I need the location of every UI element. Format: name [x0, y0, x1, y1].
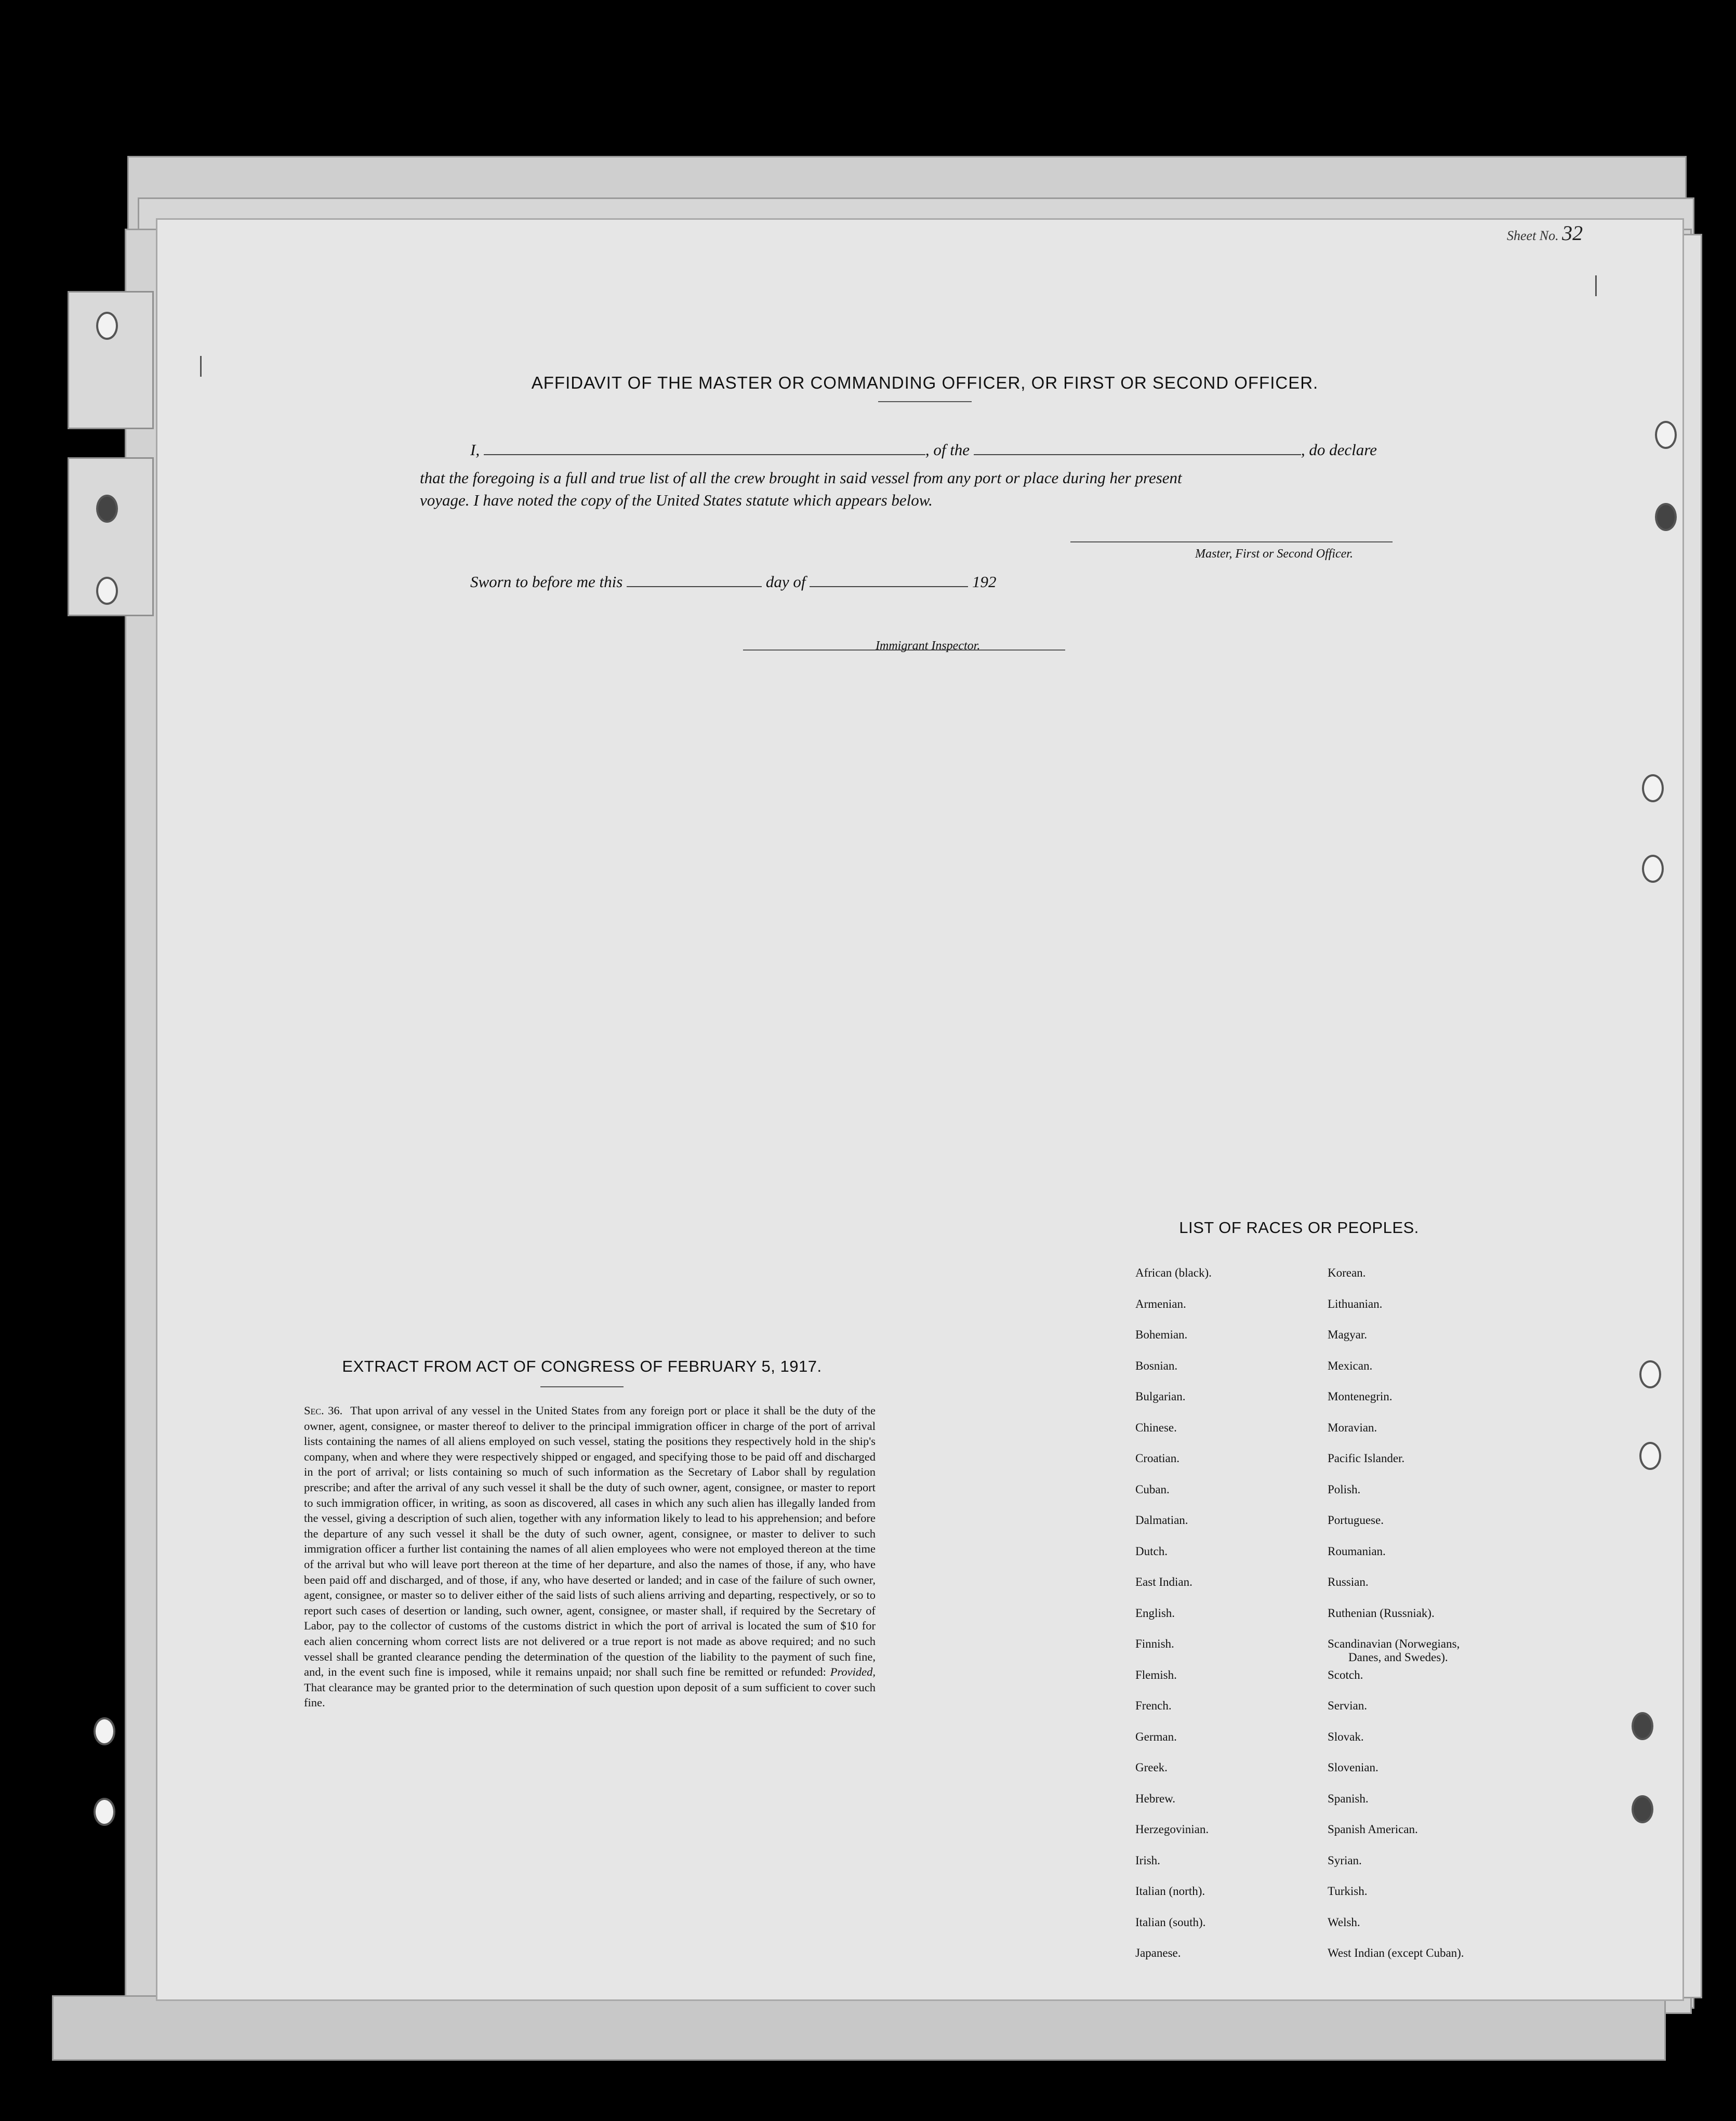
race-item: Turkish.	[1328, 1885, 1368, 1898]
race-item: Syrian.	[1328, 1853, 1362, 1867]
section-text-end: That clearance may be granted prior to the determination of such question upon deposit of a sum sufficient to cover such fine.	[304, 1680, 876, 1709]
race-item: Polish.	[1328, 1482, 1361, 1496]
extract-body	[304, 1403, 876, 1711]
race-item: Scotch.	[1328, 1668, 1363, 1681]
race-item: Russian.	[1328, 1575, 1369, 1588]
race-item: Italian (north).	[1135, 1885, 1205, 1898]
race-item: Herzegovinian.	[1135, 1823, 1209, 1836]
race-item: Montenegrin.	[1328, 1390, 1393, 1403]
race-item: Slovenian.	[1328, 1761, 1379, 1774]
races-column-2	[1328, 1266, 1464, 1978]
race-item: Korean.	[1328, 1266, 1366, 1279]
race-item: Hebrew.	[1135, 1792, 1176, 1805]
race-item: Chinese.	[1135, 1421, 1177, 1434]
affidavit-line-1	[470, 441, 1377, 459]
race-item: German.	[1135, 1730, 1177, 1743]
sworn-month-field[interactable]	[810, 586, 968, 587]
race-item: Moravian.	[1328, 1421, 1377, 1434]
race-item: Welsh.	[1328, 1915, 1360, 1929]
sworn-prefix: Sworn to before me this	[470, 573, 623, 591]
affidavit-of-the: , of the	[925, 441, 970, 459]
race-item: Pacific Islander.	[1328, 1452, 1405, 1465]
race-item: Mexican.	[1328, 1359, 1373, 1372]
race-item: Bohemian.	[1135, 1328, 1188, 1341]
sworn-year: 192	[972, 573, 997, 591]
race-item: Dalmatian.	[1135, 1514, 1188, 1527]
race-item: Bosnian.	[1135, 1359, 1178, 1372]
affidavit-i: I,	[470, 441, 480, 459]
master-name-field[interactable]	[484, 454, 925, 455]
race-item: Ruthenian (Russniak).	[1328, 1606, 1435, 1620]
inspector-signature-label: Immigrant Inspector.	[876, 639, 980, 653]
race-item: East Indian.	[1135, 1575, 1192, 1588]
race-item: Armenian.	[1135, 1297, 1186, 1310]
race-item: Servian.	[1328, 1699, 1368, 1712]
race-item: Magyar.	[1328, 1328, 1368, 1341]
race-item: West Indian (except Cuban).	[1328, 1946, 1464, 1959]
extract-rule	[540, 1386, 624, 1387]
race-item: Slovak.	[1328, 1730, 1364, 1743]
proviso-word: Provided,	[830, 1665, 876, 1679]
affidavit-line-2: that the foregoing is a full and true list of all the crew brought in said vessel from any port or place during her present	[420, 469, 1182, 487]
section-text: That upon arrival of any vessel in the United States from any foreign port or place it shall be the duty of the owner, agent, consignee, or master thereof to deliver to the principal immigration officer in charge of the port of arrival lists containing the names of all aliens employed on such vessel, stating the positions they respectively hold in the ship's company, when and where they were respectively shipped or engaged, and specifying those to be paid off and discharged in the port of arrival; or lists containing so much of such information as the Secretary of Labor shall by regulation prescribe; and after the arrival of any such vessel it shall be the duty of such owner, agent, consignee, or master to report to such immigration officer, in writing, as soon as discovered, all cases in which any such alien has illegally landed from the vessel, giving a description of such alien, together with any information likely to lead to his apprehension; and before the departure of any such vessel it shall be the duty of such owner, agent, consignee, or master to deliver to such immigration officer a further list containing the names of all alien employees who were not employed thereon at the time of the arrival but who will leave port thereon at the time of her departure, and also the names of those, if any, who have been paid off and discharged, and of those, if any, who have deserted or landed; and in case of the failure of such owner, agent, consignee, or master so to deliver either of the said lists of such aliens arriving and departing, respectively, or so to report such cases of desertion or landing, such owner, agent, consignee, or master shall, if required by the Secretary of Labor, pay to the collector of customs of the customs district in which the port of arrival is located the sum of $10 for each alien concerning whom correct lists are not delivered or a true report is not made as above required; and no such vessel shall be granted clearance pending the determination of the question of the liability to the payment of such fine, and, in the event such fine is imposed, while it remains unpaid; nor shall such fine be remitted or refunded:	[304, 1404, 876, 1679]
race-item: African (black).	[1135, 1266, 1212, 1279]
race-item: Greek.	[1135, 1761, 1168, 1774]
sworn-line	[470, 573, 996, 591]
race-item: Bulgarian.	[1135, 1390, 1186, 1403]
affidavit-title: AFFIDAVIT OF THE MASTER OR COMMANDING OFFICER, OR FIRST OR SECOND OFFICER.	[531, 373, 1319, 392]
race-item: Italian (south).	[1135, 1915, 1206, 1929]
affidavit-line-3: voyage. I have noted the copy of the United States statute which appears below.	[420, 491, 933, 509]
master-signature-line[interactable]	[1070, 541, 1393, 542]
sworn-day-of: day of	[765, 573, 806, 591]
race-item: French.	[1135, 1699, 1172, 1712]
section-label: Sec. 36.	[304, 1404, 343, 1417]
race-item: Finnish.	[1135, 1637, 1174, 1650]
master-signature-label: Master, First or Second Officer.	[1195, 547, 1353, 561]
race-item: English.	[1135, 1606, 1175, 1620]
race-item: Flemish.	[1135, 1668, 1177, 1681]
race-item: Roumanian.	[1328, 1544, 1386, 1558]
race-item: Cuban.	[1135, 1482, 1170, 1496]
extract-title: EXTRACT FROM ACT OF CONGRESS OF FEBRUARY 5, 1917.	[342, 1357, 822, 1375]
race-item: Irish.	[1135, 1853, 1160, 1867]
race-item: Croatian.	[1135, 1452, 1180, 1465]
race-item: Scandinavian (Norwegians, Danes, and Swedes).	[1328, 1637, 1460, 1664]
affidavit-declare: , do declare	[1301, 441, 1377, 459]
race-item: Portuguese.	[1328, 1514, 1384, 1527]
race-item: Spanish.	[1328, 1792, 1369, 1805]
race-item: Lithuanian.	[1328, 1297, 1383, 1310]
sheet-number-value: 32	[1562, 221, 1583, 245]
sheet-number-label: Sheet No.	[1507, 228, 1559, 243]
race-item: Japanese.	[1135, 1946, 1181, 1959]
sworn-day-field[interactable]	[627, 586, 762, 587]
races-column-1	[1135, 1266, 1212, 1978]
vessel-name-field[interactable]	[974, 454, 1301, 455]
race-item: Spanish American.	[1328, 1823, 1418, 1836]
race-item: Dutch.	[1135, 1544, 1168, 1558]
races-title: LIST OF RACES OR PEOPLES.	[1179, 1218, 1419, 1237]
title-rule	[878, 401, 972, 402]
